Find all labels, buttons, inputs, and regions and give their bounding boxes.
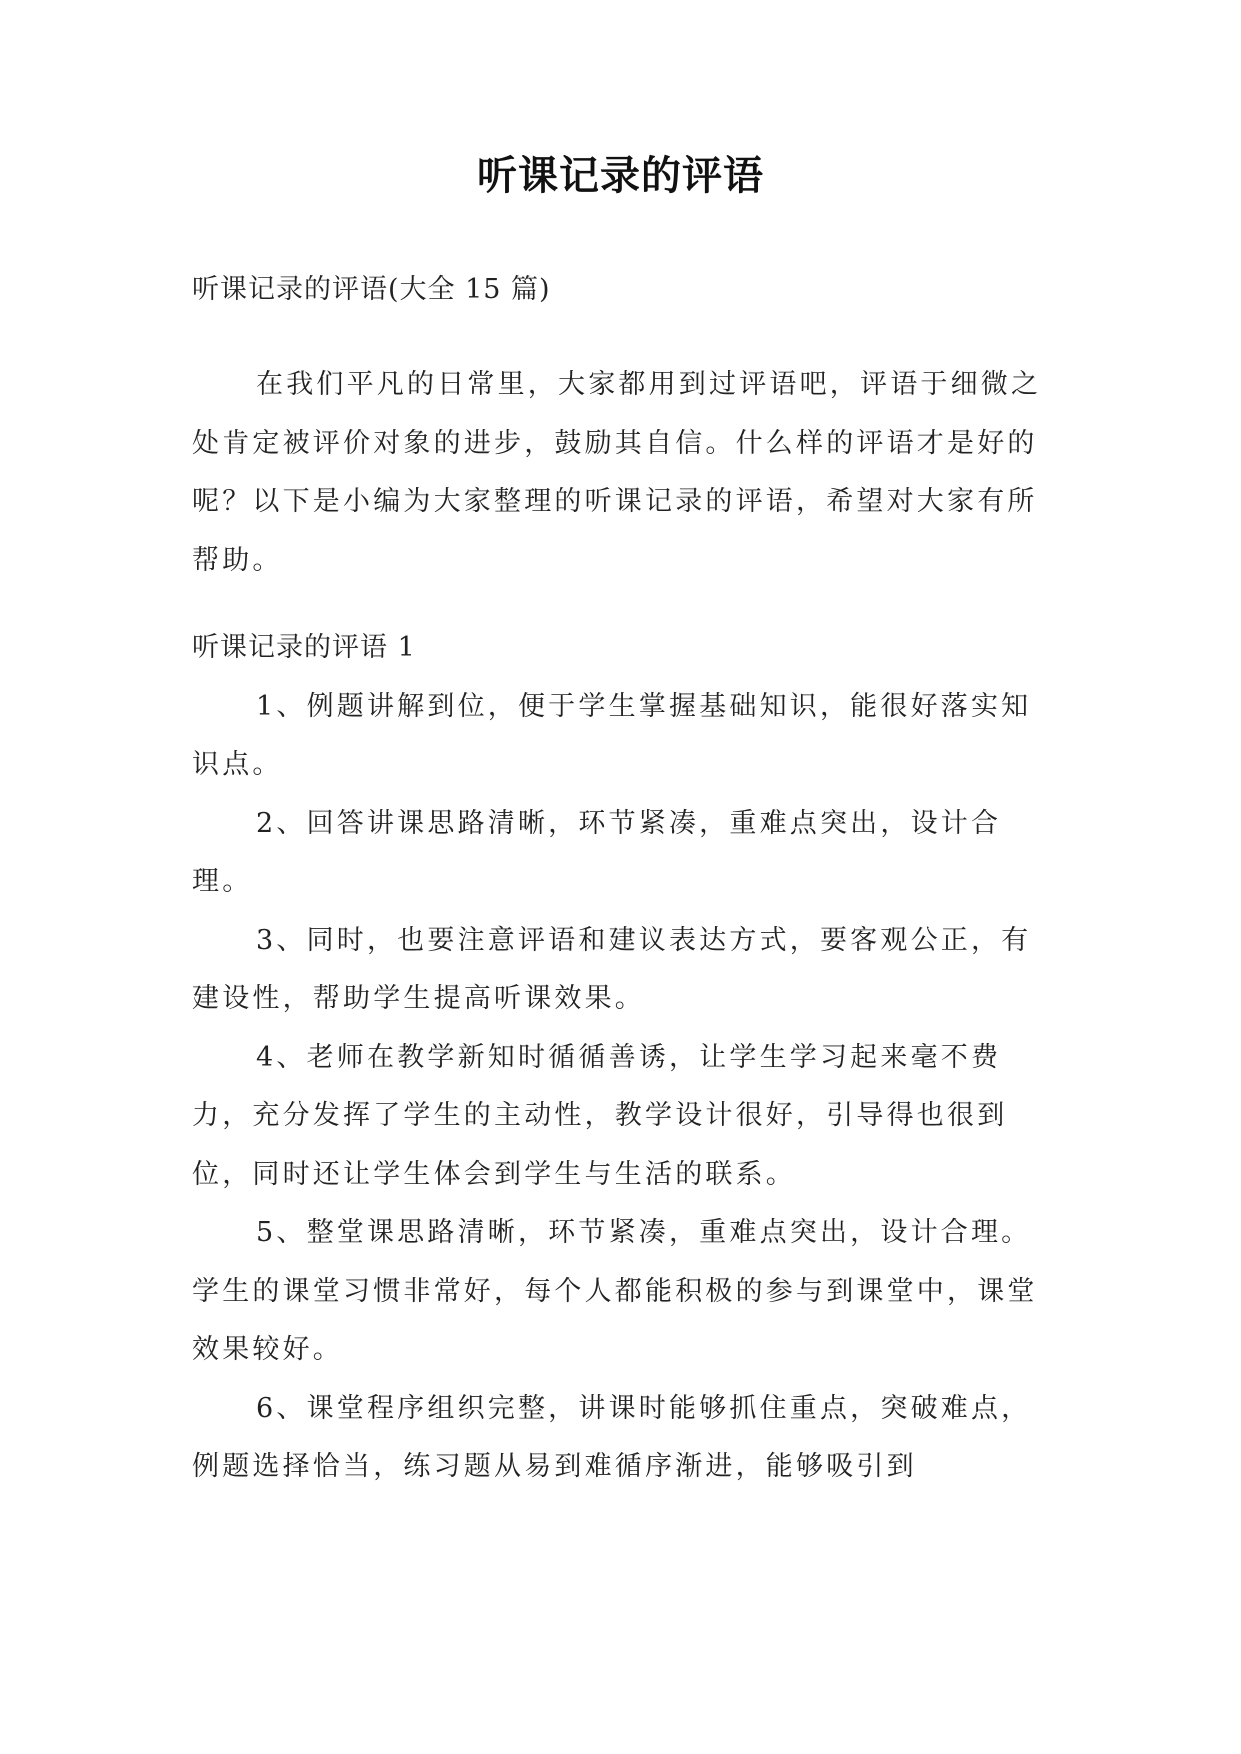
section-heading: 听课记录的评语 1 [192, 632, 416, 663]
document-title: 听课记录的评语 [477, 153, 764, 199]
list-item: 3、同时，也要注意评语和建议表达方式，要客观公正，有建设性，帮助学生提高听课效果。 [192, 924, 1032, 1014]
section-1 [192, 619, 1058, 1497]
list-item: 6、课堂程序组织完整，讲课时能够抓住重点，突破难点，例题选择恰当，练习题从易到难循序渐进，能够吸引到 [192, 1392, 1032, 1482]
intro-paragraph [192, 356, 1058, 590]
list-item: 4、老师在教学新知时循循善诱，让学生学习起来毫不费力，充分发挥了学生的主动性，教学设计很好，引导得也很到位，同时还让学生体会到学生与生活的联系。 [192, 1041, 1008, 1190]
list-item: 2、回答讲课思路清晰，环节紧凑，重难点突出，设计合理。 [192, 807, 1002, 897]
intro-text: 在我们平凡的日常里，大家都用到过评语吧，评语于细微之处肯定被评价对象的进步，鼓励其自信。什么样的评语才是好的呢？以下是小编为大家整理的听课记录的评语，希望对大家有所帮助。 [192, 369, 1042, 576]
list-item: 1、例题讲解到位，便于学生掌握基础知识，能很好落实知识点。 [192, 690, 1032, 780]
document-subtitle: 听课记录的评语(大全 15 篇) [192, 274, 551, 305]
list-item: 5、整堂课思路清晰，环节紧凑，重难点突出，设计合理。学生的课堂习惯非常好，每个人都能积极的参与到课堂中，课堂效果较好。 [192, 1217, 1038, 1365]
